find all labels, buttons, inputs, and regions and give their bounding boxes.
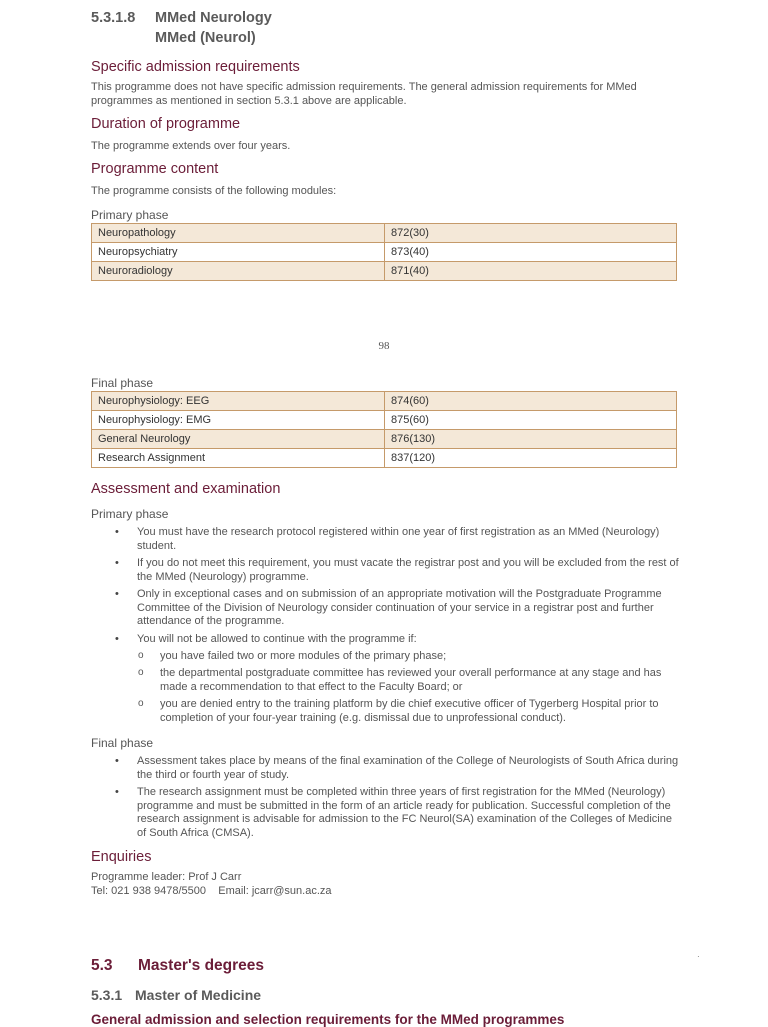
list-item — [137, 633, 681, 726]
enquiries-heading: Enquiries — [91, 849, 152, 865]
module-code: 871(40) — [385, 262, 677, 281]
module-code: 873(40) — [385, 243, 677, 262]
admission-heading: Specific admission requirements — [91, 59, 300, 75]
section-title-line2: MMed (Neurol) — [155, 30, 256, 46]
primary-phase-heading: Primary phase — [91, 208, 169, 222]
final-phase-table — [91, 391, 677, 468]
table-row — [92, 392, 677, 411]
general-admission-heading: General admission and selection requirements for the MMed programmes — [91, 1012, 565, 1027]
list-item-text: You will not be allowed to continue with the programme if: — [137, 632, 417, 645]
primary-bullet-list — [91, 526, 681, 725]
table-row — [92, 224, 677, 243]
table-row — [92, 411, 677, 430]
assessment-primary-heading: Primary phase — [91, 507, 169, 521]
masters-title: Master's degrees — [138, 957, 265, 974]
module-name: Neuroradiology — [92, 262, 385, 281]
module-code: 875(60) — [385, 411, 677, 430]
module-code: 872(30) — [385, 224, 677, 243]
sub-list-item: o you have failed two or more modules of the primary phase; — [160, 649, 681, 663]
mom-title: Master of Medicine — [135, 987, 262, 1003]
sub-list-item: o the departmental postgraduate committee has reviewed your overall performance at any stage and has made a recommendation to that effect to the Faculty Board; or — [160, 666, 681, 694]
list-item: • If you do not meet this requirement, you must vacate the registrar post and you will be excluded from the rest of the MMed (Neurology) programme. — [137, 557, 681, 584]
module-name: Neuropathology — [92, 224, 385, 243]
assessment-heading: Assessment and examination — [91, 481, 281, 497]
enquiries-email[interactable]: Email: jcarr@sun.ac.za — [218, 885, 332, 897]
table-row — [92, 449, 677, 468]
final-bullet-list — [91, 755, 681, 840]
mom-heading — [91, 987, 261, 1003]
section-title — [91, 8, 681, 48]
page-body — [91, 8, 681, 281]
admission-text: This programme does not have specific admission requirements. The general admission requirements for MMed programmes as mentioned in section 5.3.1 above are applicable. — [91, 81, 637, 107]
module-code: 874(60) — [385, 392, 677, 411]
module-code: 876(130) — [385, 430, 677, 449]
sub-bullet-list — [137, 649, 681, 725]
content-heading: Programme content — [91, 161, 219, 177]
table-row — [92, 243, 677, 262]
module-name: Neurophysiology: EEG — [92, 392, 385, 411]
duration-text: The programme extends over four years. — [91, 140, 291, 152]
masters-heading — [91, 957, 264, 975]
list-item: • You must have the research protocol registered within one year of first registration as an MMed (Neurology) student. — [137, 526, 681, 553]
content-text: The programme consists of the following modules: — [91, 185, 337, 197]
mom-number: 5.3.1 — [91, 987, 123, 1003]
module-name: Neurophysiology: EMG — [92, 411, 385, 430]
table-row — [92, 430, 677, 449]
enquiries-tel: Tel: 021 938 9478/5500 — [91, 885, 206, 897]
page-body-continued — [91, 375, 681, 898]
final-phase-heading: Final phase — [91, 376, 154, 390]
enquiries-leader: Programme leader: Prof J Carr — [91, 871, 242, 883]
module-name: Research Assignment — [92, 449, 385, 468]
assessment-final-heading: Final phase — [91, 736, 154, 750]
sub-list-item: o you are denied entry to the training platform by die chief executive officer of Tygerberg Hospital prior to completion of your four-year training (e.g. dismissal due to unprofessional conduct). — [160, 697, 681, 725]
stray-dot: · — [697, 952, 700, 961]
list-item: • Assessment takes place by means of the final examination of the College of Neurologists of South Africa during the third or fourth year of study. — [137, 755, 681, 782]
duration-heading: Duration of programme — [91, 116, 241, 132]
section-number: 5.3.1.8 — [91, 10, 136, 26]
masters-number: 5.3 — [91, 957, 113, 974]
section-title-line1: MMed Neurology — [155, 10, 272, 26]
module-name: General Neurology — [92, 430, 385, 449]
list-item: • Only in exceptional cases and on submission of an appropriate motivation will the Postgraduate Programme Committee of the Division of Neurology consider continuation of your service in a registrar post and further attendance of the programme. — [137, 588, 681, 629]
page-number: 98 — [378, 340, 390, 352]
primary-phase-table — [91, 223, 677, 281]
table-row — [92, 262, 677, 281]
list-item: • The research assignment must be completed within three years of first registration for the MMed (Neurology) programme and must be submitted in the form of an article ready for publication. Successful completion of the research assignment is advisable for admission to the FC Neurol(SA) examination of the Colleges of Medicine of South Africa (CMSA). — [137, 786, 681, 840]
module-name: Neuropsychiatry — [92, 243, 385, 262]
module-code: 837(120) — [385, 449, 677, 468]
enquiries-contact — [91, 884, 681, 898]
